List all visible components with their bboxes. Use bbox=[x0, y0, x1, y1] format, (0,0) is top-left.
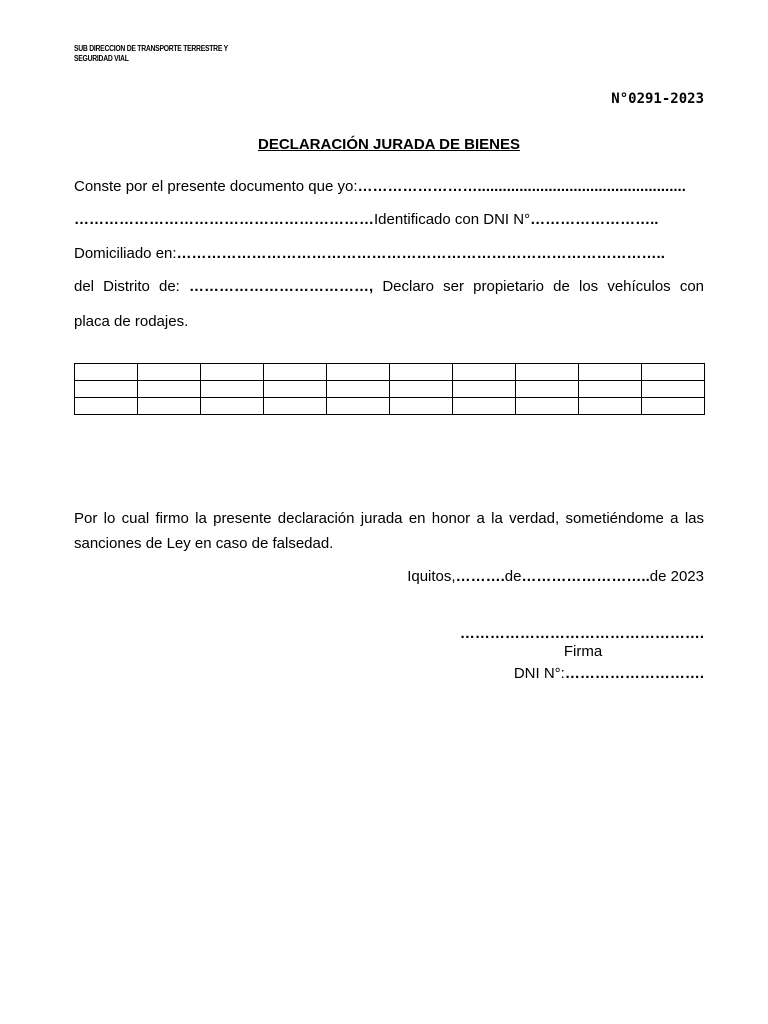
table-cell bbox=[327, 381, 390, 398]
name-dots: …………………………………………………… bbox=[74, 211, 374, 228]
district-label: del Distrito de: bbox=[74, 278, 180, 295]
district-dots: ………………………………, bbox=[189, 278, 374, 295]
declarant-dots: …………………….................................................. bbox=[357, 178, 686, 195]
document-title: DECLARACIÓN JURADA DE BIENES bbox=[258, 136, 520, 153]
table-cell bbox=[390, 398, 453, 415]
table-row bbox=[75, 398, 705, 415]
district-line bbox=[74, 278, 704, 295]
table-cell bbox=[579, 381, 642, 398]
table-cell bbox=[201, 364, 264, 381]
address-label: Domiciliado en: bbox=[74, 245, 177, 262]
table-cell bbox=[516, 381, 579, 398]
table-cell bbox=[516, 398, 579, 415]
table-cell bbox=[390, 381, 453, 398]
date-line bbox=[407, 568, 704, 585]
table-cell bbox=[201, 381, 264, 398]
declarant-line bbox=[74, 178, 686, 195]
table-cell bbox=[264, 381, 327, 398]
table-cell bbox=[264, 364, 327, 381]
organization-line-1: SUB DIRECCION DE TRANSPORTE TERRESTRE Y bbox=[74, 44, 228, 53]
year-label: de 2023 bbox=[649, 568, 704, 585]
table-cell bbox=[453, 398, 516, 415]
document-number: N°0291-2023 bbox=[611, 91, 704, 107]
table-cell bbox=[642, 381, 705, 398]
table-cell bbox=[642, 398, 705, 415]
dni-label: Identificado con DNI N° bbox=[374, 211, 531, 228]
vehicle-plates-table bbox=[74, 363, 705, 415]
table-cell bbox=[579, 364, 642, 381]
declarant-label: Conste por el presente documento que yo: bbox=[74, 178, 358, 195]
closing-line-1: Por lo cual firmo la presente declaración jurada en honor a la verdad, sometiéndome a las bbox=[74, 510, 704, 527]
table-cell bbox=[327, 364, 390, 381]
table-row bbox=[75, 381, 705, 398]
table-cell bbox=[75, 381, 138, 398]
table-cell bbox=[138, 381, 201, 398]
date-de-1: de bbox=[504, 568, 522, 585]
table-cell bbox=[138, 398, 201, 415]
signature-line bbox=[460, 625, 704, 642]
table-cell bbox=[642, 364, 705, 381]
table-row bbox=[75, 364, 705, 381]
dni-line bbox=[74, 211, 658, 228]
signature-dni-line bbox=[514, 665, 704, 682]
table-cell bbox=[453, 381, 516, 398]
signature-dots: …………………………………………. bbox=[459, 625, 704, 642]
dni-dots: …………………….. bbox=[530, 211, 659, 228]
table-cell bbox=[264, 398, 327, 415]
table-cell bbox=[327, 398, 390, 415]
table-cell bbox=[138, 364, 201, 381]
table-cell bbox=[75, 398, 138, 415]
signature-dni-dots: ………………………. bbox=[564, 665, 704, 682]
declaration-text: Declaro ser propietario de los vehículos con bbox=[382, 278, 705, 295]
table-cell bbox=[390, 364, 453, 381]
address-line bbox=[74, 245, 665, 262]
organization-header bbox=[74, 44, 244, 64]
plates-line: placa de rodajes. bbox=[74, 313, 189, 330]
month-dots: …………………….. bbox=[521, 568, 650, 585]
organization-line-2: SEGURIDAD VIAL bbox=[74, 54, 129, 63]
table-cell bbox=[579, 398, 642, 415]
table-cell bbox=[75, 364, 138, 381]
closing-line-2: sanciones de Ley en caso de falsedad. bbox=[74, 535, 334, 552]
table-cell bbox=[201, 398, 264, 415]
address-dots: …………………………………………………………………………………….. bbox=[176, 245, 665, 262]
city-label: Iquitos, bbox=[407, 568, 456, 585]
table-cell bbox=[453, 364, 516, 381]
day-dots: ………. bbox=[455, 568, 505, 585]
signature-dni-label: DNI N°: bbox=[513, 665, 565, 682]
signature-label: Firma bbox=[563, 643, 603, 660]
table-cell bbox=[516, 364, 579, 381]
